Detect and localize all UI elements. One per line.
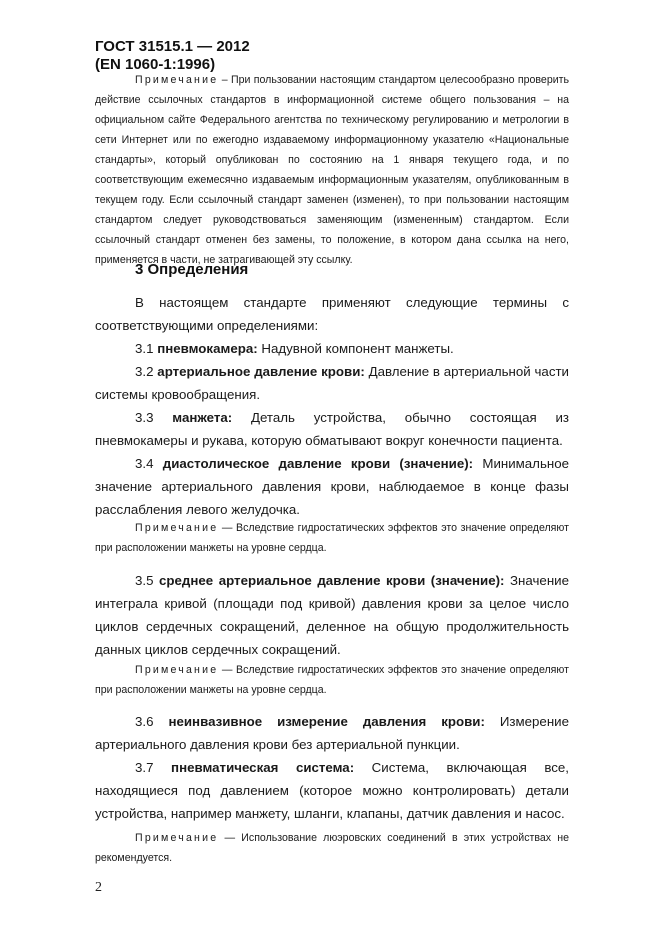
note-label: Примечание: [135, 74, 219, 86]
definition-3-5: [95, 569, 569, 661]
definition-text: Минимальное значение артериального давления крови, наблюдаемое в конце фазы расслабления левого желудочка.: [95, 456, 570, 517]
definition-term: пневмокамера:: [157, 341, 258, 356]
note-text: — Вследствие гидростатических эффектов это значение определяют при расположении манжеты на уровне сердца.: [95, 522, 569, 554]
definition-text: Деталь устройства, обычно состоящая из пневмокамеры и рукава, которую обматывают вокруг конечности пациента.: [95, 410, 569, 448]
note-3-7: [95, 828, 569, 868]
note-3-5: [95, 660, 569, 700]
note-3-4: [95, 518, 569, 558]
definition-text: Система, включающая все, находящиеся под давлением (которое можно контролировать) детали устройства, например манжету, шланги, клапаны, датчик давления и насос.: [95, 760, 569, 821]
page-number: 2: [95, 880, 102, 895]
note-text: — Вследствие гидростатических эффектов это значение определяют при расположении манжеты на уровне сердца.: [95, 664, 569, 696]
definition-number: 3.4: [135, 456, 163, 471]
definition-3-1: [95, 337, 569, 360]
definition-number: 3.3: [135, 410, 173, 425]
definition-3-2: [95, 360, 569, 406]
note-paragraph-top: [95, 70, 569, 270]
section-title: 3 Определения: [135, 261, 249, 278]
definition-3-4: [95, 452, 569, 521]
definition-text: Надувной компонент манжеты.: [257, 341, 454, 356]
definition-term: среднее артериальное давление крови (значение):: [159, 573, 505, 588]
standard-equivalent: (EN 1060-1:1996): [95, 56, 216, 73]
definition-3-7: [95, 756, 569, 825]
definition-number: 3.7: [135, 760, 172, 775]
section-intro: В настоящем стандарте применяют следующие термины с соответствующими определениями:: [95, 295, 569, 333]
definition-number: 3.5: [135, 573, 160, 588]
definition-number: 3.2: [135, 364, 158, 379]
document-header: [95, 38, 250, 74]
note-label: Примечание: [135, 832, 219, 844]
definition-term: диастолическое давление крови (значение):: [162, 456, 474, 471]
standard-code: ГОСТ 31515.1 — 2012: [95, 38, 250, 55]
definition-term: неинвазивное измерение давления крови:: [168, 714, 485, 729]
definition-number: 3.6: [135, 714, 169, 729]
note-text: – При пользовании настоящим стандартом целесообразно проверить действие ссылочных стандартов в информационной системе общего пользования – на официальном сайте Федерального агентства по техническому регулированию и метрологии в сети Интернет или по ежегодно издаваемому информационному указателю «Национальные стандарты», который опубликован по состоянию на 1 января текущего года, и по соответствующим ежемесячно издаваемым информационным указателям, опубликованным в текущем году. Если ссылочный стандарт заменен (изменен), то при пользовании настоящим стандартом следует руководствоваться заменяющим (измененным) стандартом. Если ссылочный стандарт отменен без замены, то положение, в котором дана ссылка на него, применяется в части, не затрагивающей эту ссылку.: [95, 74, 569, 266]
note-label: Примечание: [135, 522, 219, 534]
definition-text: Измерение артериального давления крови без артериальной пункции.: [95, 714, 569, 752]
definition-3-3: [95, 406, 569, 452]
definition-text: Значение интеграла кривой (площади под кривой) давления крови за целое число циклов сердечных сокращений, деленное на общую продолжительность данных циклов сердечных сокращений.: [95, 573, 569, 657]
definition-term: манжета:: [172, 410, 233, 425]
definition-3-6: [95, 710, 569, 756]
definition-term: пневматическая система:: [171, 760, 355, 775]
definition-term: артериальное давление крови:: [157, 364, 365, 379]
note-text: — Использование люэровских соединений в этих устройствах не рекомендуется.: [95, 832, 569, 864]
note-label: Примечание: [135, 664, 219, 676]
definition-text: Давление в артериальной части системы кровообращения.: [95, 364, 569, 402]
definition-number: 3.1: [135, 341, 158, 356]
